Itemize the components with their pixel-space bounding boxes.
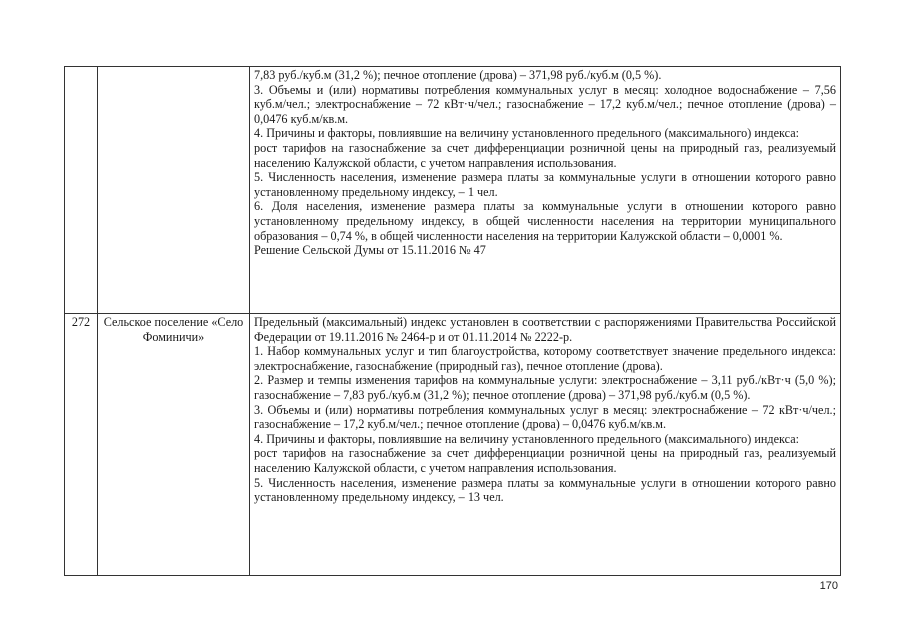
paragraph: рост тарифов на газоснабжение за счет дифференциации розничной цены на природный газ, реализуемый населению Калужской области, с учетом направления использования. bbox=[254, 446, 836, 475]
paragraph: 4. Причины и факторы, повлиявшие на величину установленного предельного (максимального) индекса: bbox=[254, 431, 800, 446]
paragraph: 3. Объемы и (или) нормативы потребления коммунальных услуг в месяц: электроснабжение – 72 кВт·ч/чел.; газоснабжение – 17,2 куб.м/чел.; печное отопление (дрова) – 0,0476 куб.м/кв.м. bbox=[254, 402, 836, 432]
paragraph: 7,83 руб./куб.м (31,2 %); печное отопление (дрова) – 371,98 руб./куб.м (0,5 %). bbox=[254, 68, 662, 82]
paragraph: 3. Объемы и (или) нормативы потребления коммунальных услуг в месяц: холодное водоснабжение – 7,56 куб.м/чел.; электроснабжение – 72 кВт·ч/чел.; газоснабжение – 17,2 куб.м/чел.; печное отопление (дрова) – 0,0476 куб.м/кв.м. bbox=[254, 82, 836, 126]
paragraph: 6. Доля населения, изменение размера платы за коммунальные услуги в отношении которого равно установленному предельному индексу, в общей численности населения на территории муниципального образования – 0,74 %, в общей численности населения на территории Калужской области – 0,0001 %. bbox=[254, 199, 836, 243]
paragraph: 4. Причины и факторы, повлиявшие на величину установленного предельного (максимального) индекса: bbox=[254, 126, 800, 141]
table-row bbox=[65, 67, 841, 314]
municipality-name-cell bbox=[98, 67, 250, 314]
municipal-index-table bbox=[64, 66, 841, 576]
row-number-cell bbox=[65, 67, 98, 314]
table-row bbox=[65, 314, 841, 576]
paragraph: 5. Численность населения, изменение размера платы за коммунальные услуги в отношении которого равно установленному предельному индексу, – 1 чел. bbox=[254, 170, 836, 199]
decision-reference: Решение Сельской Думы от 15.11.2016 № 47 bbox=[254, 243, 486, 258]
paragraph: Предельный (максимальный) индекс установлен в соответствии с распоряжениями Правительства Российской Федерации от 19.11.2016 № 2464-р и от 01.11.2014 № 2222-р. bbox=[254, 315, 836, 344]
index-description-cell bbox=[250, 314, 841, 576]
row-number-cell: 272 bbox=[65, 314, 98, 576]
index-description-cell bbox=[250, 67, 841, 314]
paragraph: 1. Набор коммунальных услуг и тип благоустройства, которому соответствует значение предельного индекса: электроснабжение, газоснабжение (природный газ), печное отопление (дрова). bbox=[254, 344, 836, 373]
paragraph: 2. Размер и темпы изменения тарифов на коммунальные услуги: электроснабжение – 3,11 руб./кВт·ч (5,0 %); газоснабжение – 7,83 руб./куб.м (31,2 %); печное отопление (дрова) – 371,98 руб./куб.м (0,5 %). bbox=[254, 373, 836, 402]
page-number: 170 bbox=[819, 580, 838, 592]
paragraph: 5. Численность населения, изменение размера платы за коммунальные услуги в отношении которого равно установленному предельному индексу, – 13 чел. bbox=[254, 475, 836, 505]
paragraph: рост тарифов на газоснабжение за счет дифференциации розничной цены на природный газ, реализуемый населению Калужской области, с учетом направления использования. bbox=[254, 140, 836, 170]
municipality-name-cell: Сельское поселение «Село Фоминичи» bbox=[98, 314, 250, 576]
